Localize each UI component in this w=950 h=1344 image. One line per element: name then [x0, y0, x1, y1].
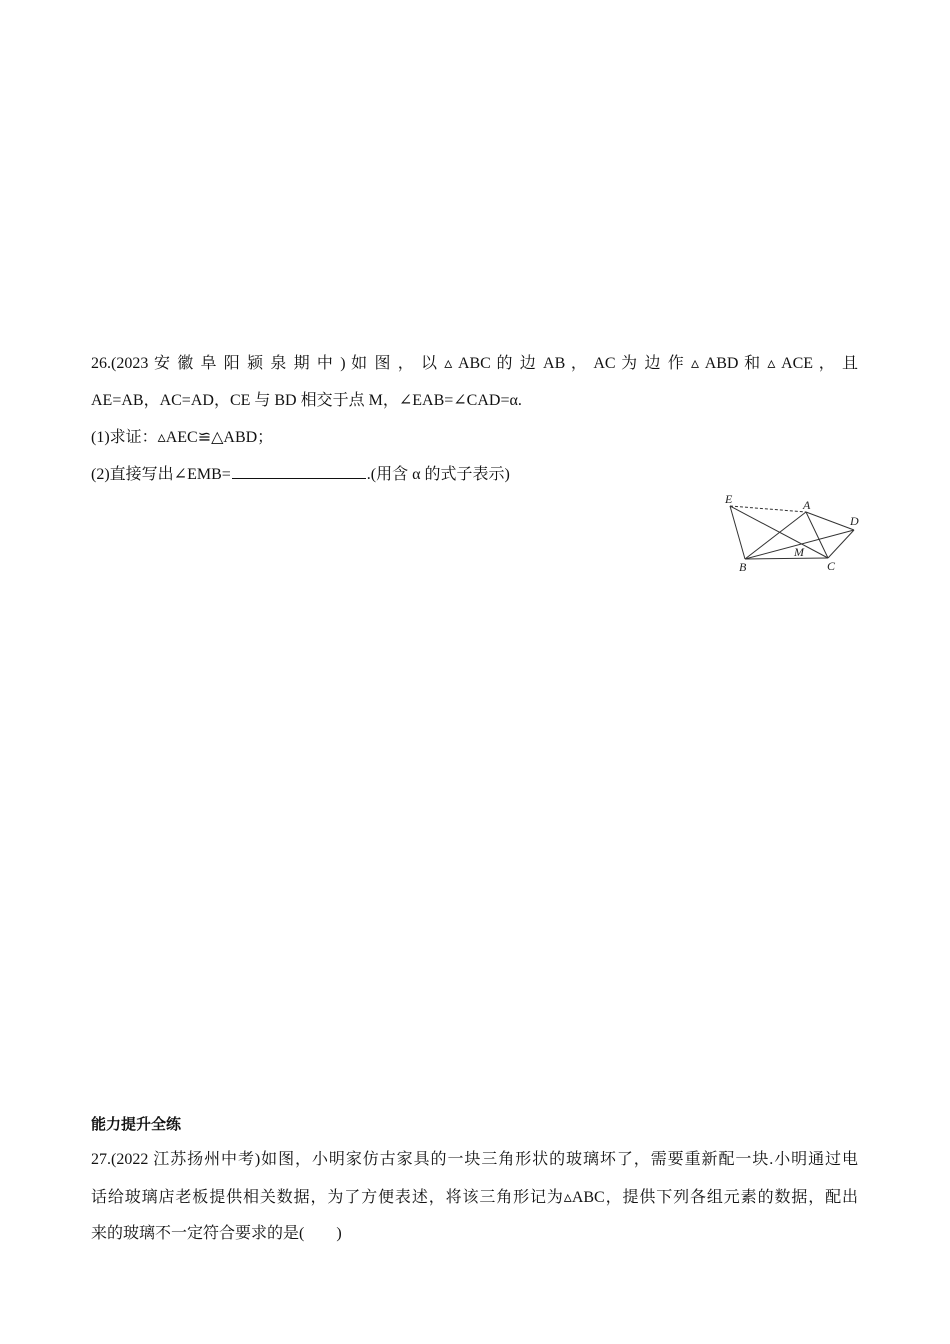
segment-EA	[730, 506, 806, 512]
label-M: M	[794, 545, 804, 559]
label-C: C	[827, 559, 836, 573]
segment-CD	[828, 530, 854, 558]
label-A: A	[803, 498, 811, 512]
q26-line-2: AE=AB，AC=AD，CE 与 BD 相交于点 M，∠EAB=∠CAD=α.	[91, 392, 522, 409]
section-heading: 能力提升全练	[91, 1115, 182, 1133]
answer-blank[interactable]	[232, 464, 366, 479]
q26-line-1: 26.(2023 安 徽 阜 阳 颍 泉 期 中 ) 如 图 ， 以 ▵ ABC 的 边 AB ， AC 为 边 作 ▵ ABD 和 ▵ ACE ， 且	[91, 355, 858, 372]
geometry-figure	[718, 490, 868, 574]
segment-BC	[745, 558, 828, 559]
q26-part-2-prefix: (2)直接写出∠EMB=	[91, 466, 231, 483]
label-E: E	[725, 492, 733, 506]
label-D: D	[850, 514, 859, 528]
segment-EB	[730, 506, 745, 559]
q26-part-2	[91, 464, 510, 485]
label-B: B	[739, 560, 747, 574]
q27-line-2: 话给玻璃店老板提供相关数据，为了方便表述，将该三角形记为▵ABC，提供下列各组元素的数据，配出	[91, 1189, 858, 1206]
q27-line-1: 27.(2022 江苏扬州中考)如图，小明家仿古家具的一块三角形状的玻璃坏了，需要重新配一块.小明通过电	[91, 1151, 858, 1168]
q26-part-1: (1)求证：▵AEC≌△ABD；	[91, 429, 274, 446]
q27-line-3: 来的玻璃不一定符合要求的是( )	[91, 1225, 342, 1242]
q26-part-2-suffix: .(用含 α 的式子表示)	[366, 466, 510, 483]
